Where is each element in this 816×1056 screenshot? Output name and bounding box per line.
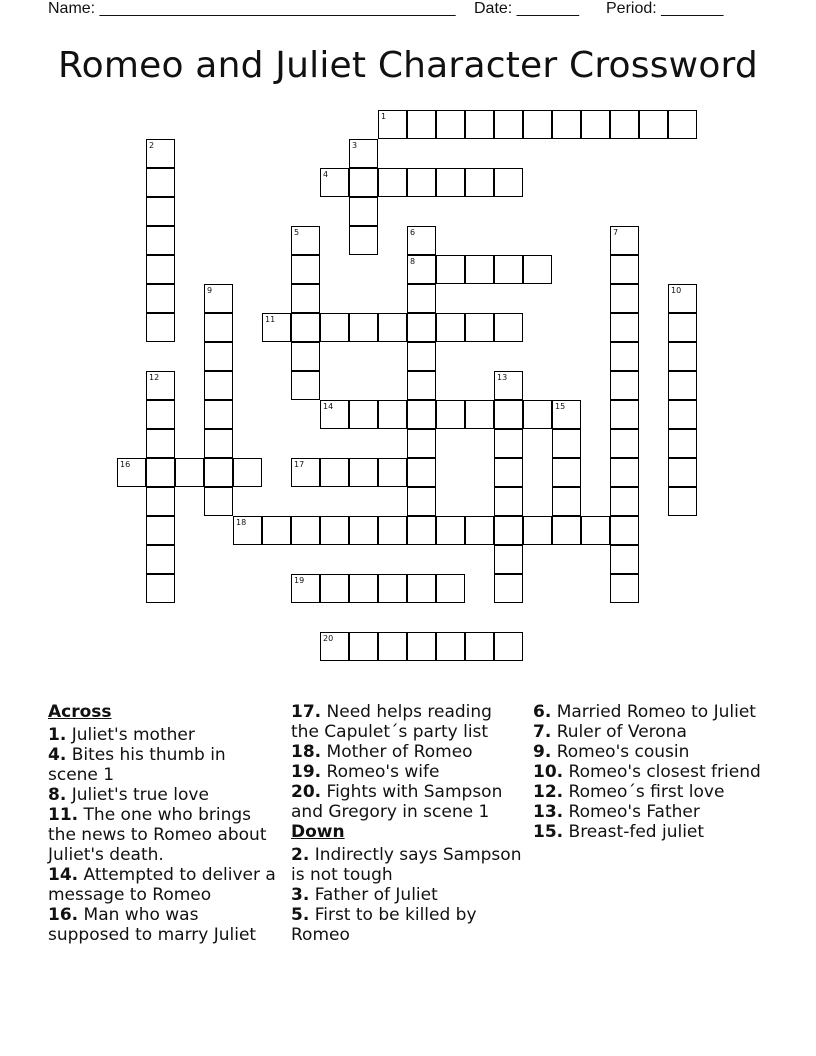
crossword-cell[interactable] xyxy=(146,255,175,284)
crossword-cell[interactable] xyxy=(407,255,436,284)
crossword-cell[interactable] xyxy=(610,371,639,400)
clue-number-label: 1. xyxy=(48,725,67,745)
clue-number: 17 xyxy=(294,460,305,469)
crossword-cell[interactable] xyxy=(349,197,378,226)
clue-item xyxy=(48,745,280,785)
crossword-cell[interactable] xyxy=(668,313,697,342)
crossword-cell[interactable] xyxy=(233,516,262,545)
crossword-cell[interactable] xyxy=(465,400,494,429)
crossword-cell[interactable] xyxy=(494,400,523,429)
crossword-cell[interactable] xyxy=(610,226,639,255)
crossword-cell[interactable] xyxy=(610,574,639,603)
crossword-cell[interactable] xyxy=(204,371,233,400)
clue-item xyxy=(48,905,280,945)
crossword-cell[interactable] xyxy=(204,313,233,342)
crossword-cell[interactable] xyxy=(320,313,349,342)
crossword-cell[interactable] xyxy=(494,255,523,284)
crossword-cell[interactable] xyxy=(494,487,523,516)
crossword-cell[interactable] xyxy=(349,632,378,661)
crossword-cell[interactable] xyxy=(146,516,175,545)
clue-number-label: 12. xyxy=(533,782,564,802)
crossword-cell[interactable] xyxy=(494,574,523,603)
crossword-cell[interactable] xyxy=(523,516,552,545)
clue-text: The one who brings the news to Romeo about Juliet's death. xyxy=(48,805,267,865)
crossword-cell[interactable] xyxy=(581,516,610,545)
clue-text: Romeo's wife xyxy=(321,762,440,782)
clue-number-label: 16. xyxy=(48,905,79,925)
across-heading: Across xyxy=(48,702,112,722)
clue-text: Ruler of Verona xyxy=(551,722,687,742)
date-field[interactable]: Date: _______ xyxy=(474,0,579,17)
clue-item xyxy=(533,802,773,822)
crossword-cell[interactable] xyxy=(407,168,436,197)
clue-text: Married Romeo to Juliet xyxy=(551,702,756,722)
crossword-cell[interactable] xyxy=(552,429,581,458)
crossword-cell[interactable] xyxy=(610,110,639,139)
crossword-cell[interactable] xyxy=(407,516,436,545)
crossword-cell[interactable] xyxy=(146,139,175,168)
clue-text: Romeo's closest friend xyxy=(563,762,761,782)
clue-item xyxy=(291,742,523,762)
crossword-cell[interactable] xyxy=(291,574,320,603)
clue-text: Need helps reading the Capulet´s party list xyxy=(291,702,492,742)
clue-number: 15 xyxy=(555,402,566,411)
crossword-cell[interactable] xyxy=(320,400,349,429)
clue-text: Romeo's cousin xyxy=(551,742,690,762)
clue-number-label: 9. xyxy=(533,742,552,762)
crossword-cell[interactable] xyxy=(494,168,523,197)
crossword-cell[interactable] xyxy=(465,313,494,342)
crossword-cell[interactable] xyxy=(610,516,639,545)
crossword-cell[interactable] xyxy=(494,313,523,342)
clue-text: Indirectly says Sampson is not tough xyxy=(291,845,522,885)
clue-number-label: 20. xyxy=(291,782,322,802)
clue-number: 1 xyxy=(381,112,387,121)
crossword-cell[interactable] xyxy=(610,313,639,342)
crossword-cell[interactable] xyxy=(610,545,639,574)
clue-text: Mother of Romeo xyxy=(321,742,473,762)
clue-number: 19 xyxy=(294,576,305,585)
crossword-cell[interactable] xyxy=(436,400,465,429)
crossword-cell[interactable] xyxy=(407,284,436,313)
clue-number: 14 xyxy=(323,402,334,411)
crossword-cell[interactable] xyxy=(552,487,581,516)
crossword-cell[interactable] xyxy=(291,313,320,342)
crossword-cell[interactable] xyxy=(436,574,465,603)
crossword-cell[interactable] xyxy=(407,487,436,516)
crossword-cell[interactable] xyxy=(581,110,610,139)
crossword-cell[interactable] xyxy=(320,168,349,197)
crossword-cell[interactable] xyxy=(610,400,639,429)
crossword-cell[interactable] xyxy=(204,487,233,516)
crossword-cell[interactable] xyxy=(378,400,407,429)
crossword-cell[interactable] xyxy=(378,168,407,197)
clue-text: Breast-fed juliet xyxy=(563,822,705,842)
clue-number-label: 8. xyxy=(48,785,67,805)
crossword-cell[interactable] xyxy=(465,632,494,661)
crossword-cell[interactable] xyxy=(436,516,465,545)
crossword-cell[interactable] xyxy=(407,313,436,342)
clue-number-label: 19. xyxy=(291,762,322,782)
clue-number: 9 xyxy=(207,286,213,295)
clue-number: 20 xyxy=(323,634,334,643)
crossword-cell[interactable] xyxy=(378,110,407,139)
crossword-cell[interactable] xyxy=(494,458,523,487)
clues-column-2 xyxy=(291,702,523,945)
clue-number-label: 15. xyxy=(533,822,564,842)
clue-number: 18 xyxy=(236,518,247,527)
clue-number-label: 14. xyxy=(48,865,79,885)
crossword-cell[interactable] xyxy=(320,574,349,603)
clue-number-label: 13. xyxy=(533,802,564,822)
clue-number-label: 17. xyxy=(291,702,322,722)
clue-number: 10 xyxy=(671,286,682,295)
crossword-cell[interactable] xyxy=(378,516,407,545)
crossword-cell[interactable] xyxy=(494,516,523,545)
clue-item xyxy=(291,905,523,945)
crossword-cell[interactable] xyxy=(146,574,175,603)
crossword-cell[interactable] xyxy=(668,371,697,400)
crossword-cell[interactable] xyxy=(291,255,320,284)
clue-item xyxy=(533,762,773,782)
crossword-cell[interactable] xyxy=(291,371,320,400)
crossword-cell[interactable] xyxy=(436,110,465,139)
clue-number: 2 xyxy=(149,141,155,150)
crossword-cell[interactable] xyxy=(378,458,407,487)
crossword-cell[interactable] xyxy=(668,400,697,429)
down-heading: Down xyxy=(291,822,345,842)
crossword-cell[interactable] xyxy=(291,516,320,545)
crossword-cell[interactable] xyxy=(436,255,465,284)
crossword-cell[interactable] xyxy=(610,342,639,371)
crossword-cell[interactable] xyxy=(320,632,349,661)
crossword-cell[interactable] xyxy=(668,458,697,487)
clue-number-label: 3. xyxy=(291,885,310,905)
crossword-cell[interactable] xyxy=(407,226,436,255)
crossword-cell[interactable] xyxy=(349,574,378,603)
clue-text: Attempted to deliver a message to Romeo xyxy=(48,865,276,905)
crossword-cell[interactable] xyxy=(175,458,204,487)
crossword-cell[interactable] xyxy=(146,400,175,429)
clue-item xyxy=(291,702,523,742)
clue-item xyxy=(48,865,280,905)
crossword-cell[interactable] xyxy=(349,226,378,255)
crossword-cell[interactable] xyxy=(233,458,262,487)
crossword-cell[interactable] xyxy=(146,197,175,226)
crossword-cell[interactable] xyxy=(146,458,175,487)
clue-item xyxy=(291,845,523,885)
crossword-cell[interactable] xyxy=(349,139,378,168)
crossword-cell[interactable] xyxy=(494,545,523,574)
crossword-cell[interactable] xyxy=(407,342,436,371)
crossword-cell[interactable] xyxy=(262,313,291,342)
crossword-cell[interactable] xyxy=(146,487,175,516)
crossword-cell[interactable] xyxy=(378,313,407,342)
crossword-cell[interactable] xyxy=(668,342,697,371)
clue-number-label: 2. xyxy=(291,845,310,865)
clue-text: Juliet's true love xyxy=(66,785,209,805)
crossword-cell[interactable] xyxy=(407,371,436,400)
clue-number-label: 6. xyxy=(533,702,552,722)
crossword-cell[interactable] xyxy=(117,458,146,487)
clue-number: 3 xyxy=(352,141,358,150)
clue-number: 13 xyxy=(497,373,508,382)
clue-number-label: 10. xyxy=(533,762,564,782)
crossword-cell[interactable] xyxy=(291,226,320,255)
crossword-cell[interactable] xyxy=(320,516,349,545)
clues-column-3 xyxy=(533,702,773,842)
clue-number: 16 xyxy=(120,460,131,469)
crossword-cell[interactable] xyxy=(668,487,697,516)
clue-number: 8 xyxy=(410,257,416,266)
clue-number: 12 xyxy=(149,373,160,382)
clue-number-label: 5. xyxy=(291,905,310,925)
crossword-cell[interactable] xyxy=(407,632,436,661)
crossword-cell[interactable] xyxy=(494,632,523,661)
clue-item xyxy=(291,762,523,782)
clue-text: Man who was supposed to marry Juliet xyxy=(48,905,257,945)
crossword-cell[interactable] xyxy=(146,168,175,197)
clue-item xyxy=(533,822,773,842)
crossword-cell[interactable] xyxy=(552,110,581,139)
clue-item xyxy=(533,722,773,742)
crossword-cell[interactable] xyxy=(668,429,697,458)
page-title: Romeo and Juliet Character Crossword xyxy=(58,45,758,86)
clue-number: 5 xyxy=(294,228,300,237)
crossword-cell[interactable] xyxy=(146,284,175,313)
crossword-cell[interactable] xyxy=(204,458,233,487)
clue-item xyxy=(533,702,773,722)
clue-item xyxy=(48,785,280,805)
clue-text: First to be killed by Romeo xyxy=(291,905,477,945)
period-field[interactable]: Period: _______ xyxy=(606,0,724,17)
clue-text: Romeo's Father xyxy=(563,802,700,822)
crossword-cell[interactable] xyxy=(349,313,378,342)
clue-number: 4 xyxy=(323,170,329,179)
crossword-cell[interactable] xyxy=(146,226,175,255)
crossword-cell[interactable] xyxy=(494,371,523,400)
crossword-cell[interactable] xyxy=(204,400,233,429)
crossword-cell[interactable] xyxy=(465,516,494,545)
clue-number: 7 xyxy=(613,228,619,237)
crossword-cell[interactable] xyxy=(291,458,320,487)
crossword-cell[interactable] xyxy=(407,429,436,458)
clue-text: Juliet's mother xyxy=(66,725,195,745)
crossword-cell[interactable] xyxy=(349,168,378,197)
crossword-cell[interactable] xyxy=(552,458,581,487)
clue-item xyxy=(291,782,523,822)
crossword-cell[interactable] xyxy=(465,168,494,197)
crossword-cell[interactable] xyxy=(204,429,233,458)
crossword-cell[interactable] xyxy=(610,487,639,516)
crossword-cell[interactable] xyxy=(639,110,668,139)
crossword-cell[interactable] xyxy=(146,429,175,458)
crossword-cell[interactable] xyxy=(146,313,175,342)
crossword-cell[interactable] xyxy=(494,429,523,458)
clue-number: 6 xyxy=(410,228,416,237)
crossword-cell[interactable] xyxy=(291,342,320,371)
crossword-cell[interactable] xyxy=(407,574,436,603)
crossword-cell[interactable] xyxy=(610,458,639,487)
crossword-cell[interactable] xyxy=(378,632,407,661)
clue-item xyxy=(48,725,280,745)
crossword-cell[interactable] xyxy=(523,400,552,429)
crossword-cell[interactable] xyxy=(262,516,291,545)
crossword-cell[interactable] xyxy=(204,342,233,371)
crossword-cell[interactable] xyxy=(494,110,523,139)
crossword-cell[interactable] xyxy=(291,284,320,313)
clue-number-label: 18. xyxy=(291,742,322,762)
crossword-cell[interactable] xyxy=(552,400,581,429)
crossword-cell[interactable] xyxy=(465,110,494,139)
crossword-cell[interactable] xyxy=(349,400,378,429)
clue-number-label: 11. xyxy=(48,805,79,825)
crossword-cell[interactable] xyxy=(552,516,581,545)
clue-text: Romeo´s first love xyxy=(563,782,725,802)
clue-number-label: 4. xyxy=(48,745,67,765)
clue-item xyxy=(533,742,773,762)
crossword-cell[interactable] xyxy=(349,516,378,545)
clue-text: Bites his thumb in scene 1 xyxy=(48,745,226,785)
crossword-cell[interactable] xyxy=(407,110,436,139)
crossword-cell[interactable] xyxy=(436,632,465,661)
crossword-cell[interactable] xyxy=(668,284,697,313)
crossword-cell[interactable] xyxy=(523,255,552,284)
clue-item xyxy=(48,805,280,865)
crossword-cell[interactable] xyxy=(668,110,697,139)
crossword-cell[interactable] xyxy=(320,458,349,487)
name-field[interactable]: Name: ________________________________________ xyxy=(48,0,456,17)
clue-item xyxy=(291,885,523,905)
clues-column-1 xyxy=(48,702,280,945)
clue-number: 11 xyxy=(265,315,276,324)
clue-text: Father of Juliet xyxy=(309,885,438,905)
crossword-cell[interactable] xyxy=(378,574,407,603)
crossword-cell[interactable] xyxy=(146,545,175,574)
crossword-cell[interactable] xyxy=(610,429,639,458)
crossword-cell[interactable] xyxy=(146,371,175,400)
crossword-cell[interactable] xyxy=(349,458,378,487)
crossword-cell[interactable] xyxy=(465,255,494,284)
crossword-cell[interactable] xyxy=(204,284,233,313)
crossword-cell[interactable] xyxy=(407,400,436,429)
crossword-cell[interactable] xyxy=(523,110,552,139)
clue-text: Fights with Sampson and Gregory in scene 1 xyxy=(291,782,503,822)
crossword-cell[interactable] xyxy=(436,313,465,342)
clue-item xyxy=(533,782,773,802)
crossword-cell[interactable] xyxy=(407,458,436,487)
crossword-cell[interactable] xyxy=(436,168,465,197)
crossword-cell[interactable] xyxy=(610,284,639,313)
crossword-cell[interactable] xyxy=(610,255,639,284)
clue-number-label: 7. xyxy=(533,722,552,742)
